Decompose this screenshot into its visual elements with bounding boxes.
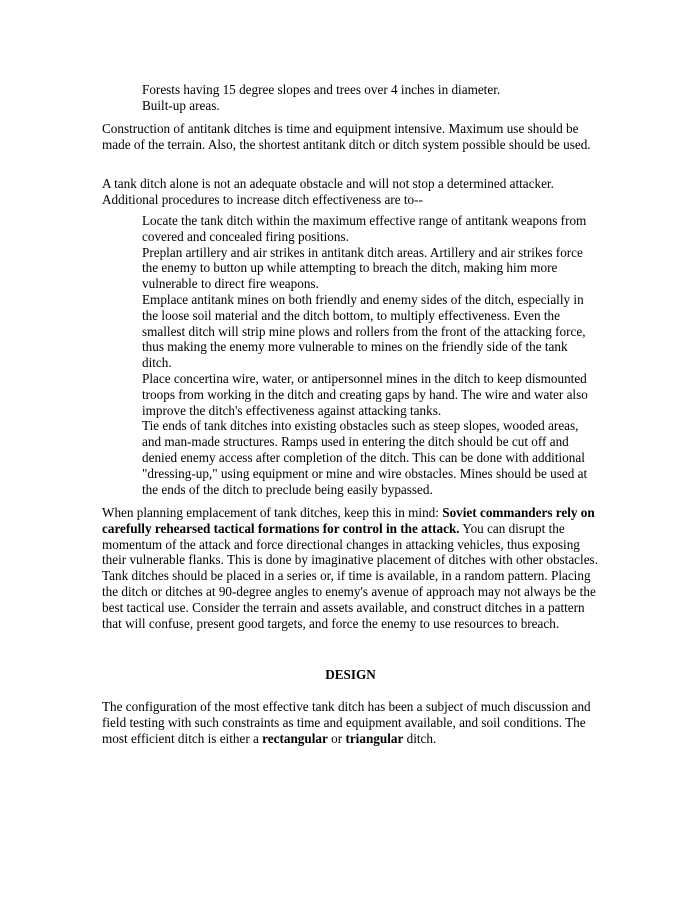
paragraph-planning — [102, 505, 599, 631]
paragraph-construction — [102, 121, 599, 153]
list-item: Forests having 15 degree slopes and trees over 4 inches in diameter. — [142, 82, 501, 97]
design-triangular: triangular — [345, 730, 404, 746]
procedures-list — [142, 213, 599, 497]
terrain-list — [142, 82, 599, 114]
planning-rest: You can disrupt the momentum of the attack and force directional changes in attacking vehicles, thus exposing their vulnerable flanks. This is done by imaginative placement of ditches with other obstacles. Tank ditches should be placed in a series or, if time is available, in a random pattern. Placing the ditch or ditches at 90-degree angles to enemy's avenue of approach may not always be the best tactical use. Consider the terrain and assets available, and construct ditches in a pattern that will confuse, present good targets, and force the enemy to use resources to breach. — [102, 520, 598, 631]
design-lead: The configuration of the most effective tank ditch has been a subject of much discussion and field testing with such constraints as time and equipment available, and soil conditions. The most efficient ditch is either a — [102, 699, 591, 746]
planning-lead: When planning emplacement of tank ditches, keep this in mind: — [102, 505, 443, 520]
list-item: Place concertina wire, water, or antipersonnel mines in the ditch to keep dismounted troops from working in the ditch and creating gaps by hand. The wire and water also improve the ditch's effectiveness against attacking tanks. — [142, 370, 588, 418]
paragraph-text — [102, 505, 599, 631]
list-item: Emplace antitank mines on both friendly and enemy sides of the ditch, especially in the loose soil material and the ditch bottom, to multiply effectiveness. Even the smallest ditch will strip mine plows and rollers from the front of the attacking force, thus making the enemy more vulnerable to mines on the friendly side of the tank ditch. — [142, 291, 586, 371]
section-heading: DESIGN — [325, 667, 376, 682]
paragraph-intro — [102, 176, 599, 208]
design-mid: or — [327, 730, 346, 746]
planning-emphasis: Soviet commanders rely on carefully rehearsed tactical formations for control in the attack. — [102, 505, 595, 536]
paragraph-text: A tank ditch alone is not an adequate obstacle and will not stop a determined attacker. Additional procedures to increase ditch effectiveness are to-- — [102, 176, 554, 207]
paragraph-text: Construction of antitank ditches is time and equipment intensive. Maximum use should be made of the terrain. Also, the shortest antitank ditch or ditch system possible should be used. — [102, 121, 591, 152]
list-item: Built-up areas. — [142, 97, 220, 113]
list-item: Locate the tank ditch within the maximum effective range of antitank weapons from covered and concealed firing positions. — [142, 213, 587, 244]
list-item: Tie ends of tank ditches into existing obstacles such as steep slopes, wooded areas, and man-made structures. Ramps used in entering the ditch should be cut off and denied enemy access after completion of the ditch. This can be done with additional "dressing-up," using equipment or mine and wire obstacles. Mines should be used at the ends of the ditch to preclude being easily bypassed. — [142, 418, 588, 497]
paragraph-text — [102, 699, 599, 746]
design-rectangular: rectangular — [262, 730, 328, 746]
paragraph-design — [102, 699, 599, 746]
list-item: Preplan artillery and air strikes in antitank ditch areas. Artillery and air strikes force the enemy to button up while attempting to breach the ditch, making him more vulnerable to direct fire weapons. — [142, 244, 583, 292]
design-end: ditch. — [403, 730, 437, 746]
